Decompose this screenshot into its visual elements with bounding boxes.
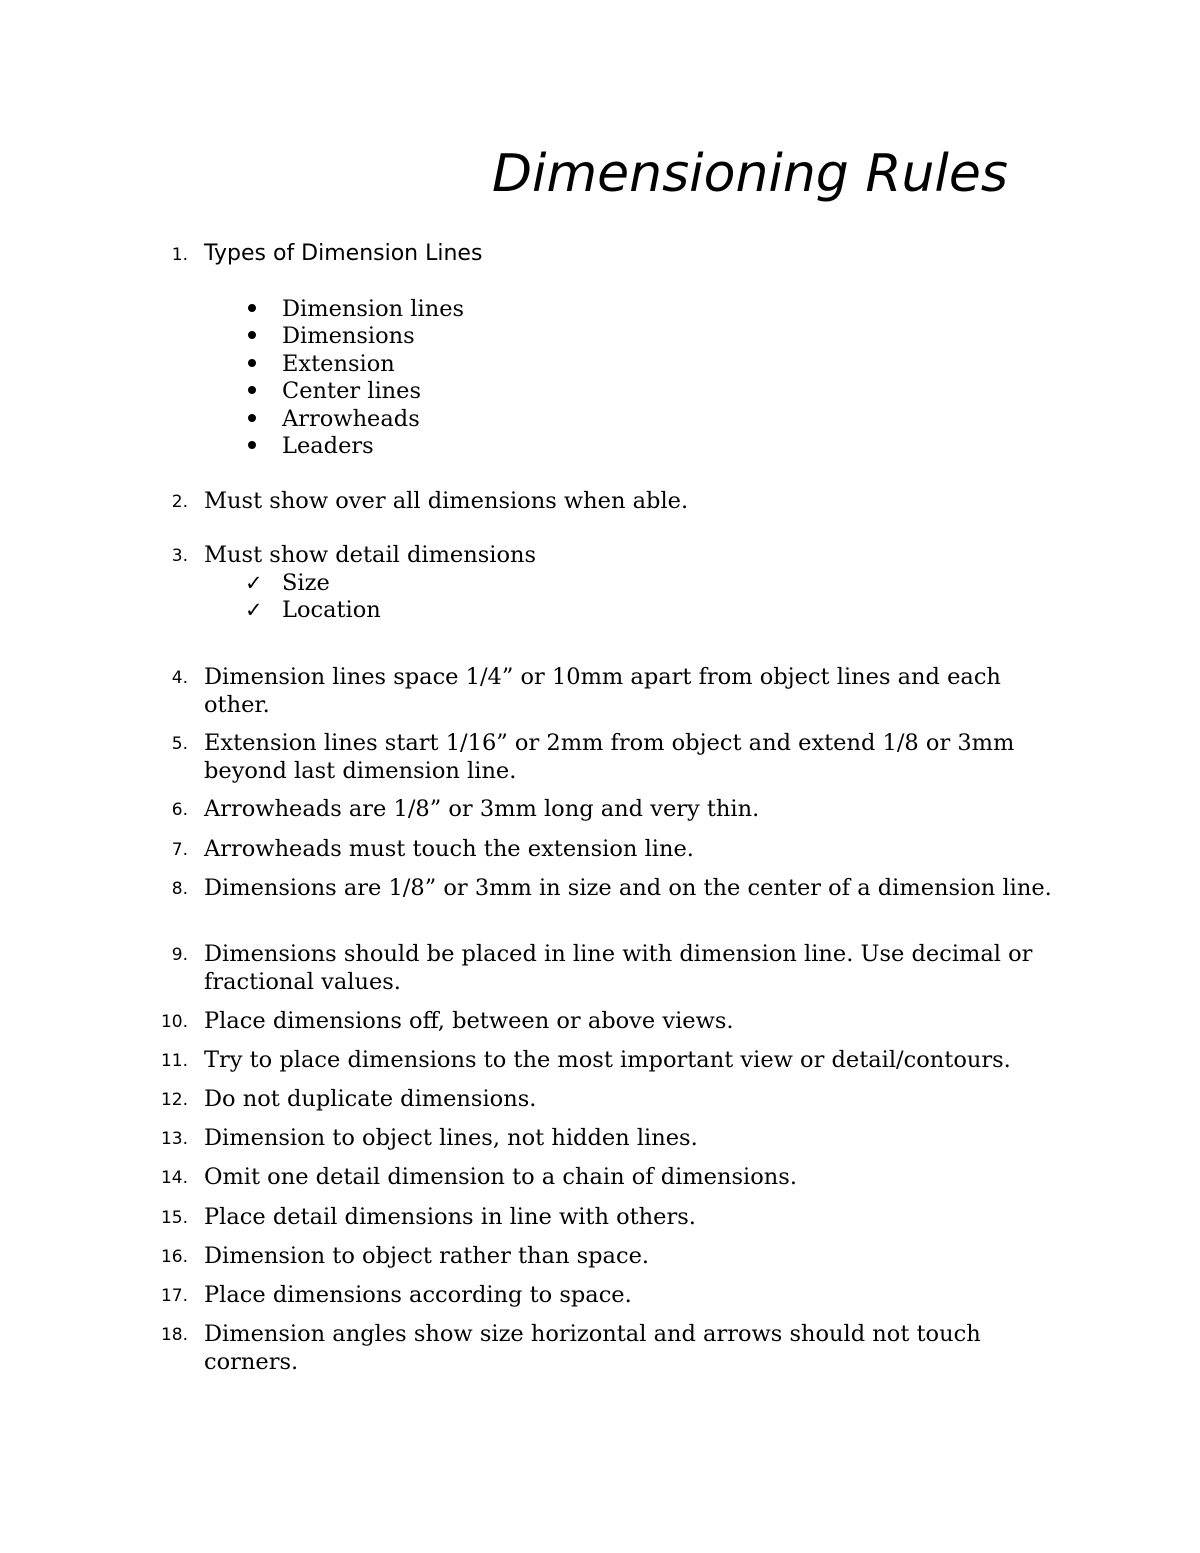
list-number: 1. bbox=[171, 245, 188, 265]
list-number: 12. bbox=[160, 1090, 188, 1110]
list-number: 7. bbox=[171, 840, 188, 860]
page-title: Dimensioning Rules bbox=[492, 144, 1008, 204]
list-number: 11. bbox=[160, 1051, 188, 1071]
list-number: 5. bbox=[171, 734, 188, 754]
bullet-dot-icon bbox=[248, 331, 256, 339]
list-number: 2. bbox=[171, 492, 188, 512]
bullet-text: Leaders bbox=[282, 433, 374, 459]
bullet-item bbox=[245, 322, 415, 350]
list-number: 3. bbox=[171, 546, 188, 566]
list-text: Extension lines start 1/16” or 2mm from object and extend 1/8 or 3mm beyond last dimension line. bbox=[204, 730, 1015, 784]
list-number: 13. bbox=[160, 1129, 188, 1149]
list-text: Dimensions should be placed in line with dimension line. Use decimal or fractional values. bbox=[204, 941, 1033, 995]
list-number: 16. bbox=[160, 1247, 188, 1267]
list-text: Try to place dimensions to the most important view or detail/contours. bbox=[204, 1047, 1011, 1073]
list-text: Arrowheads are 1/8” or 3mm long and very thin. bbox=[204, 796, 760, 822]
list-text: Dimension to object lines, not hidden lines. bbox=[204, 1125, 698, 1151]
checkmark-icon: ✓ bbox=[245, 598, 263, 622]
list-text: Place dimensions off, between or above views. bbox=[204, 1008, 734, 1034]
list-text: Arrowheads must touch the extension line. bbox=[204, 836, 694, 862]
list-number: 15. bbox=[160, 1208, 188, 1228]
list-text: Types of Dimension Lines bbox=[204, 241, 483, 266]
bullet-item bbox=[245, 350, 395, 378]
bullet-text: Dimension lines bbox=[282, 296, 465, 322]
bullet-dot-icon bbox=[248, 386, 256, 394]
list-text: Dimension to object rather than space. bbox=[204, 1243, 650, 1269]
bullet-text: Center lines bbox=[282, 378, 422, 404]
bullet-dot-icon bbox=[248, 359, 256, 367]
bullet-item bbox=[245, 295, 464, 323]
bullet-item bbox=[245, 405, 420, 433]
list-number: 9. bbox=[171, 945, 188, 965]
bullet-dot-icon bbox=[248, 414, 256, 422]
checkmark-icon: ✓ bbox=[245, 571, 263, 595]
bullet-dot-icon bbox=[248, 304, 256, 312]
list-text: Place detail dimensions in line with others. bbox=[204, 1204, 696, 1230]
bullet-item bbox=[245, 377, 421, 405]
list-text: Must show detail dimensions bbox=[204, 542, 537, 568]
list-number: 18. bbox=[160, 1325, 188, 1345]
bullet-text: Extension bbox=[282, 351, 395, 377]
list-text: Must show over all dimensions when able. bbox=[204, 488, 689, 514]
bullet-text: Dimensions bbox=[282, 323, 415, 349]
check-item bbox=[245, 569, 330, 597]
list-number: 4. bbox=[171, 668, 188, 688]
bullet-text: Arrowheads bbox=[282, 406, 420, 432]
list-text: Omit one detail dimension to a chain of dimensions. bbox=[204, 1164, 797, 1190]
bullet-item bbox=[245, 432, 374, 460]
list-number: 10. bbox=[160, 1012, 188, 1032]
bullet-dot-icon bbox=[248, 441, 256, 449]
list-text: Dimensions are 1/8” or 3mm in size and on the center of a dimension line. bbox=[204, 875, 1052, 901]
list-text: Dimension lines space 1/4” or 10mm apart from object lines and each other. bbox=[204, 664, 1001, 718]
list-text: Dimension angles show size horizontal and arrows should not touch corners. bbox=[204, 1321, 981, 1375]
list-text: Place dimensions according to space. bbox=[204, 1282, 632, 1308]
check-text: Location bbox=[282, 597, 381, 623]
check-item bbox=[245, 596, 381, 624]
list-number: 17. bbox=[160, 1286, 188, 1306]
list-number: 6. bbox=[171, 800, 188, 820]
list-number: 14. bbox=[160, 1168, 188, 1188]
list-number: 8. bbox=[171, 879, 188, 899]
check-text: Size bbox=[282, 570, 330, 596]
list-text: Do not duplicate dimensions. bbox=[204, 1086, 537, 1112]
